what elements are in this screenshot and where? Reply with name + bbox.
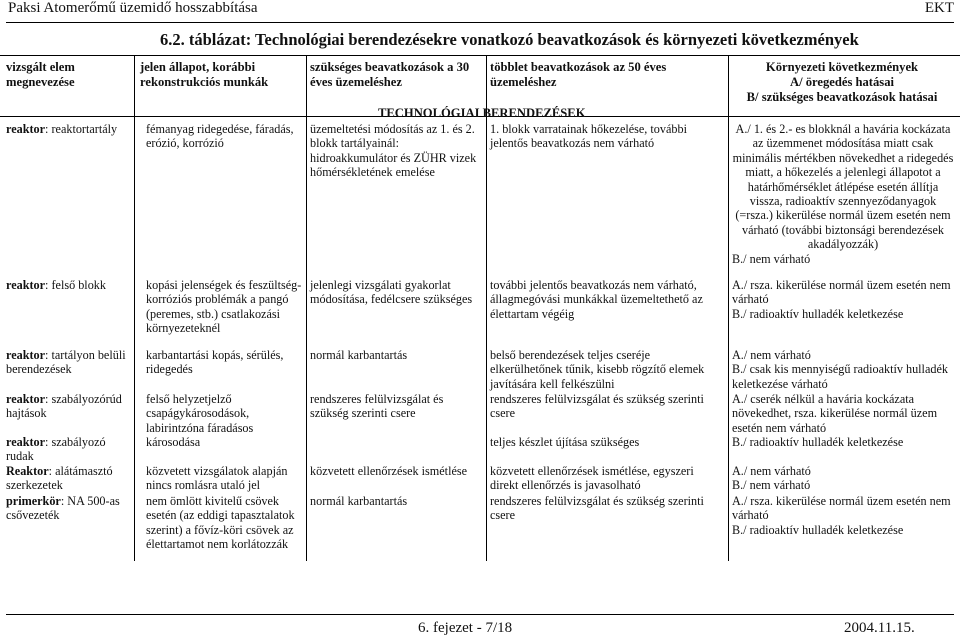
env-header-a: A/ öregedés hatásai — [789, 75, 894, 89]
env-a-text: A./ nem várható — [732, 348, 811, 362]
env-cell — [732, 494, 954, 537]
env-a-text: A./ cserék nélkül a havária kockázata növekedhet, rsza. kikerülése normál üzem esetén nem várható — [732, 392, 938, 435]
extra50-cell: rendszeres felülvizsgálat és szükség szerinti csere — [490, 494, 704, 523]
column-header-environment — [732, 60, 952, 105]
env-a-text: A./ nem várható — [732, 464, 811, 478]
element-control-rod-drives: reaktor: szabályozórúd hajtások — [6, 392, 122, 421]
env-b-text: B./ nem várható — [732, 478, 811, 493]
need30-cell: rendszeres felülvizsgálat és szükség szerinti csere — [310, 392, 444, 421]
env-cell — [732, 278, 954, 321]
extra50-cell: további jelentős beavatkozás nem várható, állagmegóvási munkákkal üzemeltethető az élettartam végéig — [490, 278, 703, 321]
state-cell: felső helyzetjelző csapágykárosodások, labirintzóna fáradásos károsodása — [146, 392, 254, 450]
env-a-text: A./ rsza. kikerülése normál üzem esetén nem várható — [732, 494, 951, 523]
footer-date: 2004.11.15. — [844, 620, 915, 636]
env-header-b: B/ szükséges beavatkozások hatásai — [746, 90, 938, 104]
extra50-cell: belső berendezések teljes cseréje elkerülhetőnek tűnik, kisebb rögzítő elemek javítására kell felkészülni — [490, 348, 705, 391]
env-b-text: B./ nem várható — [732, 251, 811, 266]
need30-cell: normál karbantartás — [310, 494, 408, 508]
header-document-title: Paksi Atomerőmű üzemidő hosszabbítása — [8, 0, 258, 16]
extra50-cell: rendszeres felülvizsgálat és szükség szerinti csere — [490, 392, 704, 421]
page-header — [6, 0, 954, 23]
section-label: TECHNOLÓGIAI BERENDEZÉSEK — [378, 106, 586, 120]
element-upper-block: reaktor: felső blokk — [6, 278, 106, 292]
state-cell: fémanyag ridegedése, fáradás, erózió, korrózió — [146, 122, 294, 151]
need30-cell: normál karbantartás — [310, 348, 408, 362]
extra50-cell: közvetett ellenőrzések ismétlése, egyszeri direkt ellenőrzés is javasolható — [490, 464, 694, 493]
column-header-state: jelen állapot, korábbi rekonstrukciós munkák — [140, 60, 269, 89]
env-cell — [732, 392, 954, 450]
env-a-text: A./ rsza. kikerülése normál üzem esetén nem várható — [732, 278, 951, 307]
table-title: 6.2. táblázat: Technológiai berendezésekre vonatkozó beavatkozások és környezeti következmények — [160, 30, 859, 49]
env-header-title: Környezeti következmények — [765, 60, 919, 74]
env-a-text: A./ 1. és 2.- es blokknál a havária kockázata az üzemmenet módosítása miatt csak minimális mértékben növekedhet a ridegedés miatt, a hőkezelés a jelenlegi állapotot a határhőmérséklet átlépése esetén állítja vissza, radioaktív szennyeződanyagok (=rsza.) kikerülése normál üzem esetén nem várható (további biztonsági berendezések akadályozzák) — [732, 122, 954, 252]
need30-cell: közvetett ellenőrzések ismétlése — [310, 464, 468, 478]
state-cell: kopási jelenségek és feszültség-korróziós problémák a pangó (peremes, stb.) csatlakozási környezeteknél — [146, 278, 302, 336]
footer-page-number: 6. fejezet - 7/18 — [418, 620, 513, 636]
column-divider — [486, 55, 487, 561]
element-internals: reaktor: tartályon belüli berendezések — [6, 348, 126, 377]
header-tag: EKT — [924, 0, 954, 16]
env-cell — [732, 348, 954, 391]
extra50-cell: teljes készlet újítása szükséges — [490, 435, 640, 449]
state-cell: karbantartási kopás, sérülés, ridegedés — [146, 348, 284, 377]
element-reactor-vessel: reaktor: reaktortartály — [6, 122, 118, 136]
column-divider — [306, 55, 307, 561]
column-divider — [134, 55, 135, 561]
element-control-rods: reaktor: szabályozó rudak — [6, 435, 106, 464]
env-cell — [732, 122, 954, 266]
column-divider — [728, 55, 729, 561]
column-header-50year: többlet beavatkozások az 50 éves üzemeléshez — [490, 60, 667, 89]
column-header-element: vizsgált elem megnevezése — [6, 60, 75, 89]
env-cell — [732, 464, 954, 493]
element-support-structures: Reaktor: alátámasztó szerkezetek — [6, 464, 113, 493]
extra50-cell: 1. blokk varratainak hőkezelése, további jelentős beavatkozás nem várható — [490, 122, 687, 151]
table-top-border — [0, 55, 960, 56]
element-primary-piping: primerkör: NA 500-as csővezeték — [6, 494, 120, 523]
need30-cell: jelenlegi vizsgálati gyakorlat módosítása, fedélcsere szükséges — [310, 278, 473, 307]
state-cell: közvetett vizsgálatok alapján nincs romlásra utaló jel — [146, 464, 288, 493]
column-header-30year: szükséges beavatkozások a 30 éves üzemeléshez — [310, 60, 470, 89]
env-b-text: B./ radioaktív hulladék keletkezése — [732, 435, 904, 450]
env-b-text: B./ radioaktív hulladék keletkezése — [732, 306, 904, 321]
env-b-text: B./ csak kis mennyiségű radioaktív hulladék keletkezése várható — [732, 362, 948, 391]
need30-cell: üzemeltetési módosítás az 1. és 2. blokk tartályainál: hidroakkumulátor és ZÜHR vizek hőmérsékletének emelése — [310, 122, 477, 180]
footer-rule — [6, 614, 954, 615]
env-b-text: B./ radioaktív hulladék keletkezése — [732, 522, 904, 537]
state-cell: nem ömlött kivitelű csövek esetén (az eddigi tapasztalatok szerint) a fővíz-köri csövek az élettartamot nem korlátozzák — [146, 494, 295, 552]
